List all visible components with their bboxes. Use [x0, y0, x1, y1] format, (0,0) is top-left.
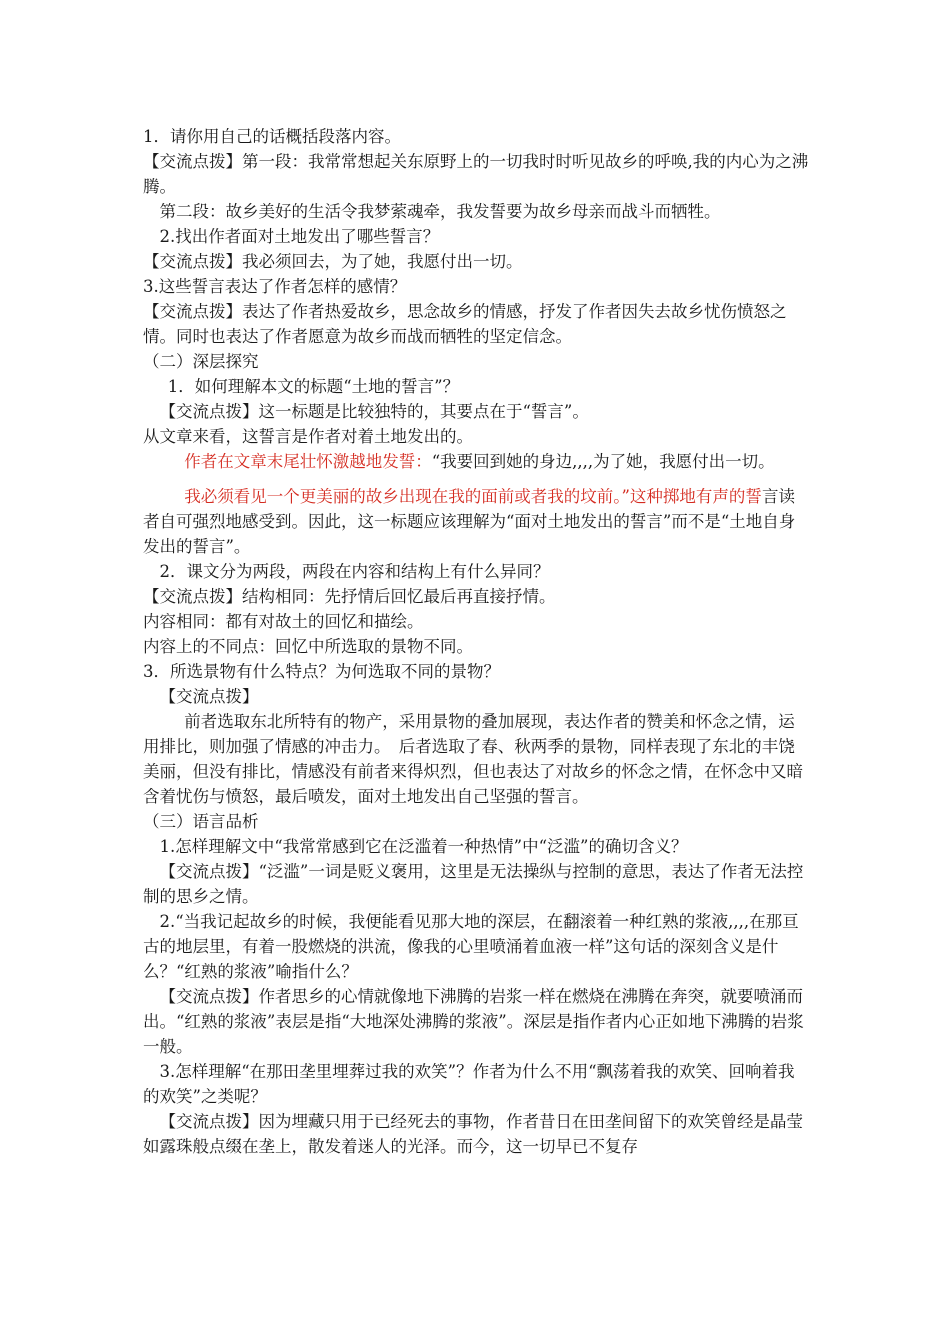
- question-2: 2.找出作者面对土地发出了哪些誓言？: [159, 227, 440, 246]
- language-question-1: 1.怎样理解文中“我常常感到它在泛滥着一种热情”中“泛滥”的确切含义？: [159, 837, 688, 856]
- deep-answer-2-part-2: 内容相同：都有对故土的回忆和描绘。: [143, 612, 424, 631]
- deep-answer-1-part-4: [143, 484, 811, 559]
- language-answer-2: 【交流点拨】作者思乡的心情就像地下沸腾的岩浆一样在燃烧在沸腾在奔突，就要喷涌而出。“红熟的浆液”表层是指“大地深处沸腾的浆液”。深层是指作者内心正如地下沸腾的岩浆一般。: [143, 987, 804, 1056]
- deep-answer-3: 【交流点拨】: [159, 687, 259, 706]
- highlighted-text: 作者在文章末尾壮怀激越地发誓：: [184, 452, 432, 471]
- language-question-3: 3.怎样理解“在那田垄里埋葬过我的欢笑”？作者为什么不用“飘荡着我的欢笑、回响着我的欢笑”之类呢？: [143, 1062, 795, 1106]
- deep-answer-2: 【交流点拨】结构相同：先抒情后回忆最后再直接抒情。: [143, 587, 556, 606]
- question-1: 1．请你用自己的话概括段落内容。: [143, 127, 401, 146]
- plain-text: “我要回到她的身边,,,,为了她，我愿付出一切。: [431, 452, 775, 471]
- language-question-2: 2.“当我记起故乡的时候，我便能看见那大地的深层，在翻滚着一种红熟的浆液,,,,在那亘古的地层里，有着一股燃烧的洪流，像我的心里喷涌着血液一样”这句话的深刻含义是什么？“红熟的浆液”喻指什么？: [143, 912, 799, 981]
- deep-question-1: 1．如何理解本文的标题“土地的誓言”？: [167, 377, 460, 396]
- plain-text: 言读者自可强烈地感受到。因此，这一标题应该理解为“面对土地发出的誓言”而不是“土地自身发出的誓言”。: [143, 487, 796, 556]
- deep-answer-3-part-2: 前者选取东北所特有的物产，采用景物的叠加展现，表达作者的赞美和怀念之情，运用排比，则加强了情感的冲击力。 后者选取了春、秋两季的景物，同样表现了东北的丰饶美丽，但没有排比，情感没有前者来得炽烈，但也表达了对故乡的怀念之情，在怀念中又暗含着忧伤与愤怒，最后喷发，面对土地发出自己坚强的誓言。: [143, 712, 803, 806]
- document-body: [143, 124, 811, 1159]
- highlighted-text: 我必须看见一个更美丽的故乡出现在我的面前或者我的坟前。”这种掷地有声的誓: [184, 487, 762, 506]
- deep-question-3: 3．所选景物有什么特点？为何选取不同的景物？: [143, 662, 500, 681]
- deep-question-2: 2．课文分为两段，两段在内容和结构上有什么异同？: [159, 562, 550, 581]
- deep-answer-2-part-3: 内容上的不同点：回忆中所选取的景物不同。: [143, 637, 473, 656]
- deep-answer-1: 【交流点拨】这一标题是比较独特的，其要点在于“誓言”。: [159, 402, 589, 421]
- question-3: 3.这些誓言表达了作者怎样的感情？: [143, 277, 407, 296]
- section-heading-language: （三）语言品析: [143, 812, 259, 831]
- answer-1: 【交流点拨】第一段：我常常想起关东原野上的一切我时时听见故乡的呼唤,我的内心为之沸腾。: [143, 152, 809, 196]
- section-heading-deep: （二）深层探究: [143, 352, 259, 371]
- answer-2: 【交流点拨】我必须回去，为了她，我愿付出一切。: [143, 252, 523, 271]
- language-answer-1: 【交流点拨】“泛滥”一词是贬义褒用，这里是无法操纵与控制的意思，表达了作者无法控制的思乡之情。: [143, 862, 804, 906]
- deep-answer-1-part-2: 从文章来看，这誓言是作者对着土地发出的。: [143, 427, 473, 446]
- language-answer-3: 【交流点拨】因为埋藏只用于已经死去的事物，作者昔日在田垄间留下的欢笑曾经是晶莹如露珠般点缀在垄上，散发着迷人的光泽。而今，这一切早已不复存: [143, 1112, 803, 1156]
- answer-3: 【交流点拨】表达了作者热爱故乡，思念故乡的情感，抒发了作者因失去故乡忧伤愤怒之情。同时也表达了作者愿意为故乡而战而牺牲的坚定信念。: [143, 302, 787, 346]
- deep-answer-1-part-3: [143, 449, 811, 474]
- answer-1-part-2: 第二段：故乡美好的生活令我梦萦魂牵，我发誓要为故乡母亲而战斗而牺牲。: [159, 202, 721, 221]
